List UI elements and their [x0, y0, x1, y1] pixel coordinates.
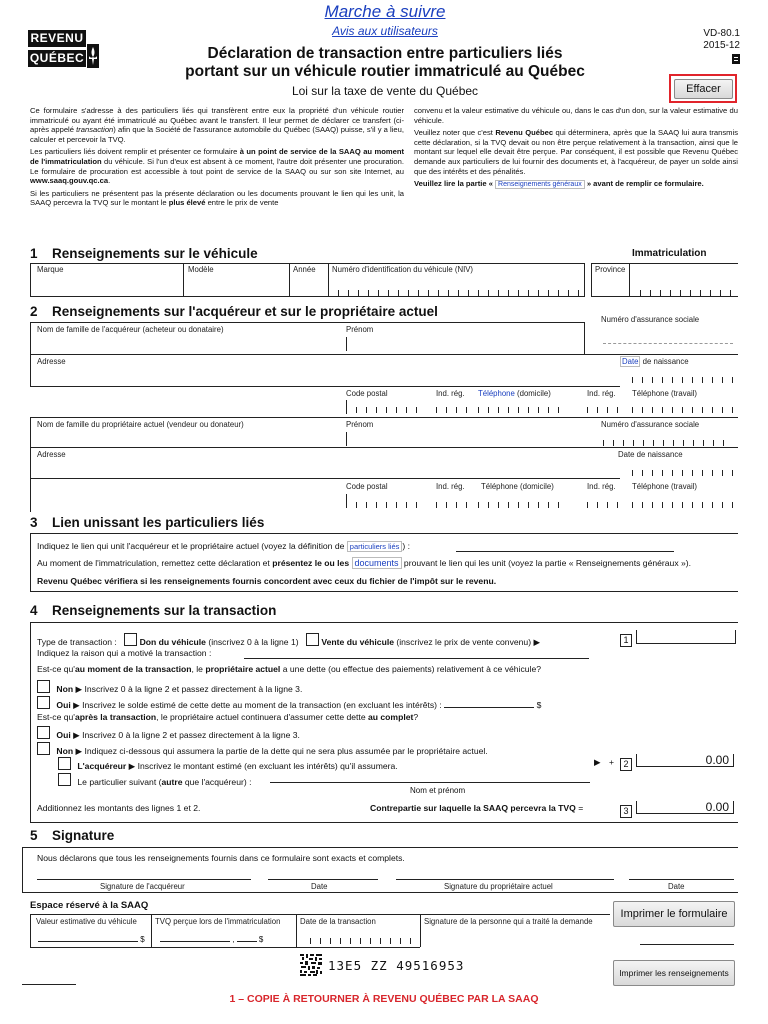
imprimer-renseignements-button[interactable]: Imprimer les renseignements: [613, 960, 735, 986]
acquereur-nom-label: Nom de famille de l'acquéreur (acheteur ou donataire): [37, 325, 224, 334]
date2-label: Date: [668, 882, 685, 891]
sig-proprietaire-label: Signature du propriétaire actuel: [444, 882, 553, 891]
ind-reg-travail-label-2: Ind. rég.: [587, 482, 616, 491]
acquereur-checkbox[interactable]: [58, 757, 71, 770]
date2-line[interactable]: [629, 879, 734, 880]
ind-reg-input-2[interactable]: [436, 502, 468, 508]
sig-proprietaire-line[interactable]: [396, 879, 614, 880]
ind-reg-label-2: Ind. rég.: [436, 482, 465, 491]
plus-arrow: ▶ +: [594, 757, 615, 767]
proprietaire-nas-input[interactable]: [603, 440, 733, 446]
niv-input[interactable]: [338, 290, 579, 296]
line1-input[interactable]: [636, 630, 736, 644]
acquereur-nas-input[interactable]: [603, 338, 733, 344]
modele-label: Modèle: [188, 265, 214, 274]
code-postal-input-2[interactable]: [356, 502, 418, 508]
section5-title: 5 Signature: [30, 828, 115, 843]
date-link[interactable]: Date: [622, 357, 639, 366]
vente-checkbox[interactable]: [306, 633, 319, 646]
tel-domicile-input-2[interactable]: [478, 502, 560, 508]
renseignements-generaux-link[interactable]: Renseignements généraux: [495, 180, 585, 189]
section3-line2: Au moment de l'immatriculation, remettez cette déclaration et présentez le ou les documents prouvant le lien qui les unit (voyez la partie « Renseignements généraux »).: [37, 558, 692, 568]
tel-travail-label-1: Téléphone (travail): [632, 389, 698, 398]
barcode-text: 13E5 ZZ 49516953: [328, 958, 465, 973]
non1-row: Non ▶ Inscrivez 0 à la ligne 2 et passez directement à la ligne 3.: [37, 680, 302, 695]
fleur-de-lys-icon: [87, 44, 99, 68]
date1-line[interactable]: [268, 879, 378, 880]
tel-domicile-label-2: Téléphone (domicile): [481, 482, 554, 491]
avis-link[interactable]: Avis aux utilisateurs: [332, 24, 438, 38]
imprimer-formulaire-button[interactable]: Imprimer le formulaire: [613, 901, 735, 927]
don-checkbox[interactable]: [124, 633, 137, 646]
ind-reg-label-1: Ind. rég.: [436, 389, 465, 398]
tel-travail-input-2[interactable]: [632, 502, 734, 508]
marque-label: Marque: [37, 265, 64, 274]
addition-label: Additionnez les montants des lignes 1 et 2.: [37, 803, 201, 813]
date-transaction-label: Date de la transaction: [300, 917, 376, 926]
lien-input[interactable]: [456, 551, 674, 552]
form-code: VD-80.1 2015-12: [703, 28, 740, 51]
acquereur-prenom-label: Prénom: [346, 325, 374, 334]
page-icon: [732, 54, 740, 64]
ind-reg-travail-input-1[interactable]: [587, 407, 619, 413]
section4-title: 4 Renseignements sur la transaction: [30, 603, 277, 618]
particulier-checkbox[interactable]: [58, 773, 71, 786]
documents-link[interactable]: documents: [352, 557, 402, 569]
line1-box: 1: [620, 630, 632, 648]
proprietaire-naissance-label: Date de naissance: [618, 450, 683, 459]
question2: Est-ce qu'après la transaction, le propriétaire actuel continuera d'assumer cette dette au complet?: [37, 712, 419, 722]
oui1-checkbox[interactable]: [37, 696, 50, 709]
acquereur-row: L'acquéreur ▶ Inscrivez le montant estimé (en excluant les intérêts) qu'il assumera.: [58, 757, 398, 772]
tel-travail-input-1[interactable]: [632, 407, 734, 413]
nom-prenom-label: Nom et prénom: [410, 786, 466, 795]
annee-input[interactable]: [291, 276, 327, 294]
marche-link[interactable]: Marche à suivre: [324, 2, 446, 21]
ind-reg-travail-label-1: Ind. rég.: [587, 389, 616, 398]
modele-input[interactable]: [185, 276, 288, 294]
barcode-icon: [300, 954, 322, 976]
declaration-text: Nous déclarons que tous les renseignements fournis dans ce formulaire sont exacts et complets.: [37, 853, 405, 863]
acquereur-nas-label: Numéro d'assurance sociale: [601, 315, 700, 324]
immatriculation-input[interactable]: [640, 290, 732, 296]
saaq-title: Espace réservé à la SAAQ: [30, 900, 149, 911]
province-label: Province: [595, 265, 626, 274]
type-transaction-row: Type de transaction : Don du véhicule (inscrivez 0 à la ligne 1) Vente du véhicule (inscrivez le prix de vente convenu) ▶: [37, 633, 540, 648]
section3-line3: Revenu Québec vérifiera si les renseignements fournis concordent avec ceux du fichier de l'impôt sur le revenu.: [37, 576, 497, 586]
tvq-label: TVQ perçue lors de l'immatriculation: [155, 917, 281, 926]
raison-label: Indiquez la raison qui a motivé la transaction :: [37, 648, 212, 658]
tel-domicile-input-1[interactable]: [478, 407, 560, 413]
non1-checkbox[interactable]: [37, 680, 50, 693]
solde-input[interactable]: [444, 707, 534, 708]
marque-input[interactable]: [32, 276, 182, 294]
non2-row: Non ▶ Indiquez ci-dessous qui assumera la partie de la dette qui ne sera plus assumée par le propriétaire actuel.: [37, 742, 488, 757]
niv-label: Numéro d'identification du véhicule (NIV): [332, 265, 474, 274]
particuliers-lies-link[interactable]: particuliers liés: [347, 541, 403, 552]
section3-title: 3 Lien unissant les particuliers liés: [30, 515, 265, 530]
telephone-link[interactable]: Téléphone: [478, 389, 515, 398]
proprietaire-adresse-label: Adresse: [37, 450, 66, 459]
valeur-input[interactable]: $: [38, 935, 145, 944]
acquereur-naissance-input[interactable]: [632, 377, 734, 383]
question1: Est-ce qu'au moment de la transaction, le propriétaire actuel a une dette (ou effectue des paiements) relativement à ce véhicule?: [37, 664, 542, 674]
tvq-input[interactable]: , $: [160, 935, 263, 944]
signature-traitement-input[interactable]: [640, 938, 734, 945]
non2-checkbox[interactable]: [37, 742, 50, 755]
date1-label: Date: [311, 882, 328, 891]
revenu-quebec-logo: REVENU QUÉBEC: [28, 30, 100, 68]
contrepartie-label: Contrepartie sur laquelle la SAAQ percevra la TVQ =: [370, 803, 584, 813]
line2-input[interactable]: 0.00: [636, 754, 734, 767]
code-postal-input-1[interactable]: [356, 407, 418, 413]
oui1-row: Oui ▶ Inscrivez le solde estimé de cette dette au moment de la transaction (en excluant les intérêts) : $: [37, 696, 541, 711]
acquereur-adresse-label: Adresse: [37, 357, 66, 366]
sig-acquereur-line[interactable]: [37, 879, 251, 880]
proprietaire-nom-label: Nom de famille du propriétaire actuel (vendeur ou donateur): [37, 420, 244, 429]
particulier-input[interactable]: [270, 782, 590, 783]
line3-input[interactable]: 0.00: [636, 801, 734, 814]
tel-domicile-label-1: Téléphone (domicile): [478, 389, 551, 398]
proprietaire-nas-label: Numéro d'assurance sociale: [601, 420, 700, 429]
line2-box: 2: [620, 754, 632, 772]
footer-text: 1 – COPIE À RETOURNER À REVENU QUÉBEC PAR LA SAAQ: [229, 993, 539, 1005]
particulier-row: Le particulier suivant (autre que l'acquéreur) :: [58, 773, 251, 787]
intro-left: Ce formulaire s'adresse à des particuliers liés qui transfèrent entre eux la propriété d'un véhicule routier immatriculé ou ayant été immatriculé au Québec avant le transfert. Il leur permet de déclarer ce transfert (ci-après appelé transaction) afin que la Société de l'assurance automobile du Québec (SAAQ) puisse, s'il y a lieu, calculer et percevoir la TVQ. Les particuliers liés doivent remplir et présenter ce formulaire à un point de service de la SAAQ au moment de l'immatriculation du véhicule. Si l'un d'eux est absent à ce moment, l'autre doit présenter une procuration. Le formulaire de procuration est accessible à tout point de service de la SAAQ ou sur son site Internet, au www.saaq.gouv.qc.ca. Si les particuliers ne présentent pas la présente déclaration ou les documents prouvant le lien qui les unit, la SAAQ percevra la TVQ sur le montant le plus élevé entre le prix de vente: [30, 106, 404, 208]
acquereur-naissance-label: Date de naissance: [622, 357, 689, 366]
immatriculation-label: Immatriculation: [632, 248, 707, 259]
ind-reg-travail-input-2[interactable]: [587, 502, 619, 508]
valeur-label: Valeur estimative du véhicule: [36, 917, 137, 926]
section1-title: 1 Renseignements sur le véhicule: [30, 246, 258, 261]
section2-title: 2 Renseignements sur l'acquéreur et sur le propriétaire actuel: [30, 304, 438, 319]
signature-traitement-label: Signature de la personne qui a traité la demande: [424, 917, 593, 926]
intro-right: convenu et la valeur estimative du véhicule ou, dans le cas d'un don, sur la valeur estimative du véhicule. Veuillez noter que c'est Revenu Québec qui déterminera, après que la SAAQ lui aura transmis cette déclaration, si la TVQ devait ou non être perçue relativement à la transaction, ainsi que le montant sur lequel elle devait être perçue. Par conséquent, il est possible que Revenu Québec demande aux particuliers de lui fournir des documents et, à l'acquéreur, de payer un solde ainsi que des intérêts et des pénalités. Veuillez lire la partie « Renseignements généraux » avant de remplir ce formulaire.: [414, 106, 738, 189]
ind-reg-input-1[interactable]: [436, 407, 468, 413]
law-subtitle: Loi sur la taxe de vente du Québec: [291, 84, 479, 98]
oui2-row: Oui ▶ Inscrivez 0 à la ligne 2 et passez directement à la ligne 3.: [37, 726, 300, 741]
oui2-checkbox[interactable]: [37, 726, 50, 739]
effacer-button[interactable]: Effacer: [674, 79, 733, 99]
code-postal-label-1: Code postal: [346, 389, 388, 398]
tel-travail-label-2: Téléphone (travail): [632, 482, 698, 491]
code-postal-label-2: Code postal: [346, 482, 388, 491]
proprietaire-prenom-label: Prénom: [346, 420, 374, 429]
form-title: Déclaration de transaction entre particuliers liés portant sur un véhicule routier immatriculé au Québec: [185, 45, 585, 80]
line3-box: 3: [620, 801, 632, 819]
annee-label: Année: [293, 265, 316, 274]
proprietaire-naissance-input[interactable]: [632, 470, 734, 476]
date-transaction-input[interactable]: [310, 938, 412, 944]
raison-input[interactable]: [244, 658, 589, 659]
section3-line1: Indiquez le lien qui unit l'acquéreur et le propriétaire actuel (voyez la définition de particuliers liés ) :: [37, 541, 411, 551]
sig-acquereur-label: Signature de l'acquéreur: [100, 882, 185, 891]
